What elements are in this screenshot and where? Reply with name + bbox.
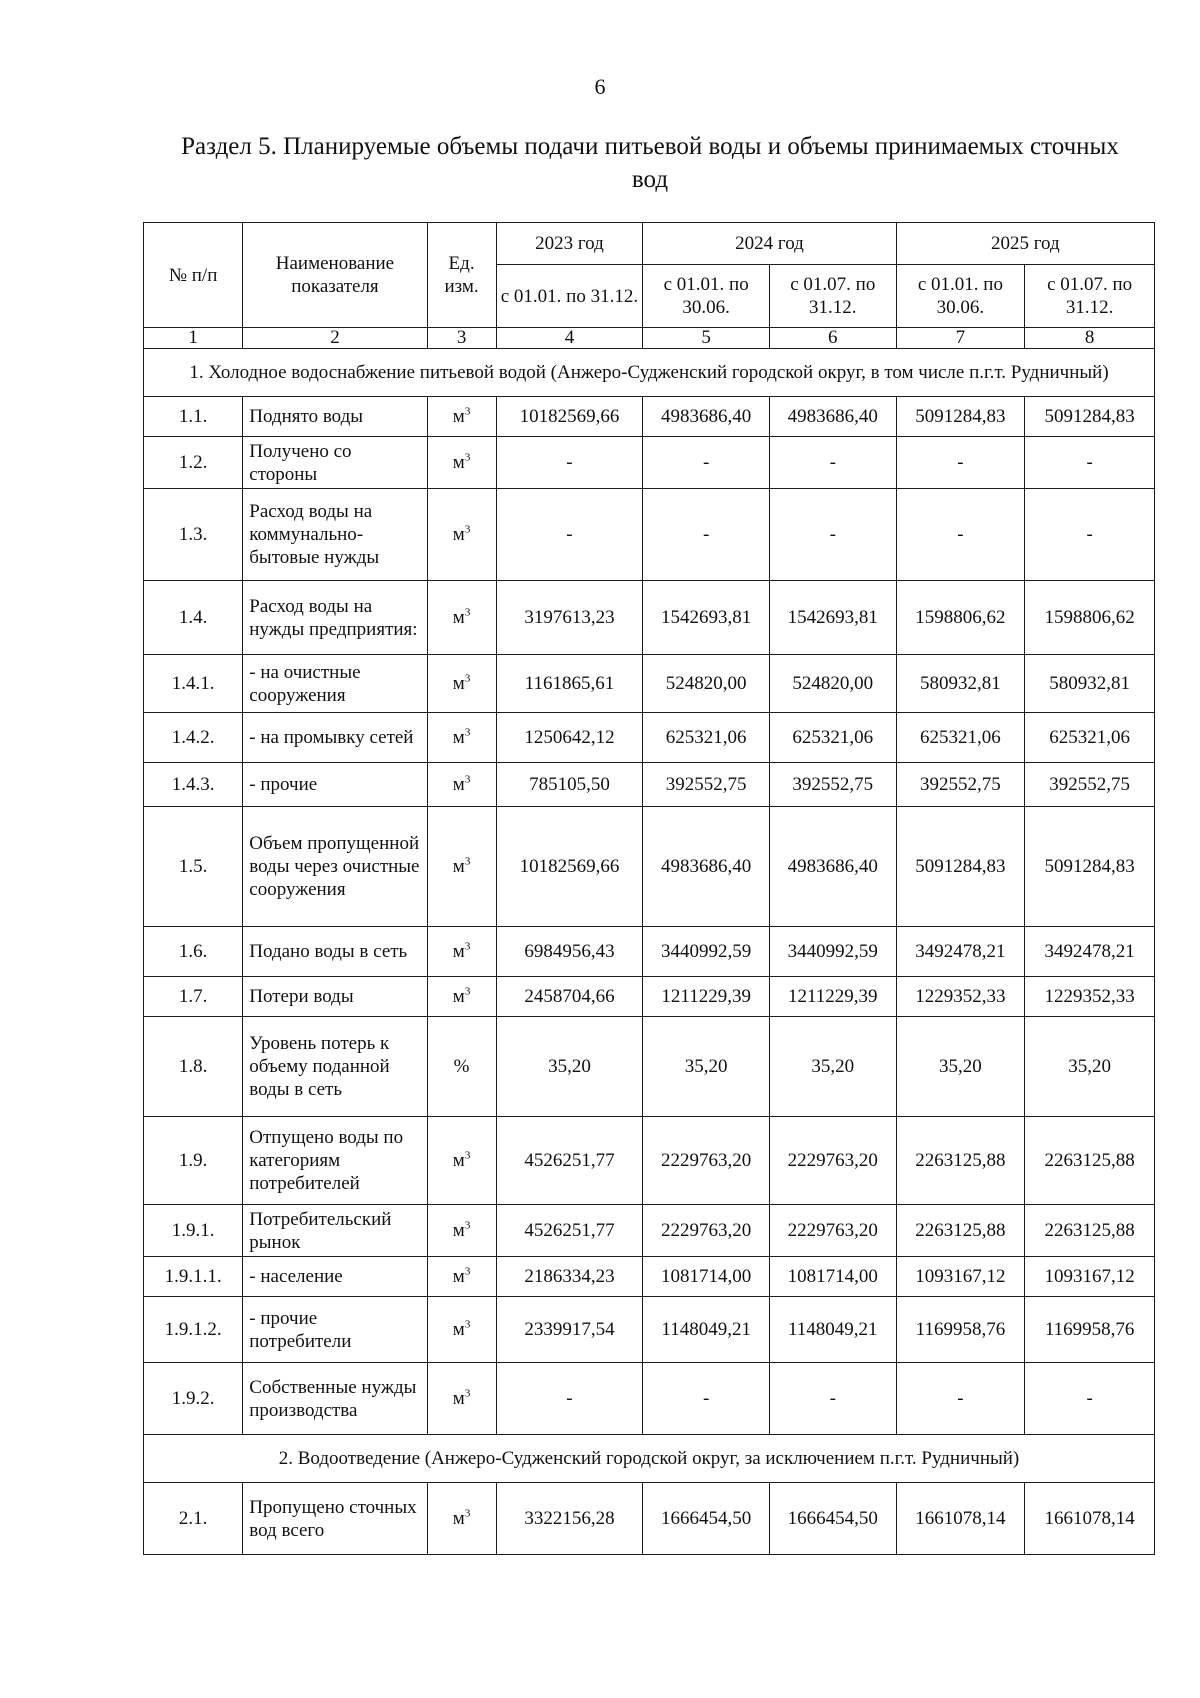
- value-cell: 4526251,77: [496, 1117, 643, 1205]
- unit-exponent: 3: [464, 451, 471, 464]
- value-cell: 4983686,40: [643, 807, 770, 927]
- value-cell: -: [896, 1363, 1025, 1435]
- unit-cell: $м^3$: [427, 1483, 496, 1555]
- unit-cell: $м^3$: [427, 927, 496, 977]
- section-title: Раздел 5. Планируемые объемы подачи питьевой воды и объемы принимаемых сточных вод: [181, 133, 1119, 193]
- value-cell: -: [643, 1363, 770, 1435]
- header-year-2025: 2025 год: [896, 223, 1154, 265]
- value-cell: -: [496, 1363, 643, 1435]
- unit-exponent: 3: [464, 940, 471, 953]
- indicator-name: Пропущено сточных вод всего: [243, 1483, 427, 1555]
- value-cell: 1229352,33: [896, 977, 1025, 1017]
- value-cell: 3197613,23: [496, 581, 643, 655]
- value-cell: 35,20: [643, 1017, 770, 1117]
- row-number: 1.6.: [144, 927, 243, 977]
- indicator-name: Расход воды на коммунально-бытовые нужды: [243, 489, 427, 581]
- header-year-2024: 2024 год: [643, 223, 896, 265]
- row-number: 1.9.2.: [144, 1363, 243, 1435]
- row-number: 1.4.2.: [144, 713, 243, 763]
- column-index: 5: [643, 328, 770, 349]
- value-cell: 3492478,21: [896, 927, 1025, 977]
- value-cell: 1598806,62: [896, 581, 1025, 655]
- unit-exponent: 3: [464, 405, 471, 418]
- value-cell: -: [896, 489, 1025, 581]
- value-cell: 392552,75: [896, 763, 1025, 807]
- value-cell: -: [769, 1363, 896, 1435]
- value-cell: 2229763,20: [769, 1205, 896, 1257]
- column-index: 3: [427, 328, 496, 349]
- page-number: 6: [594, 74, 606, 99]
- table-row: [144, 437, 1155, 489]
- column-index: 7: [896, 328, 1025, 349]
- indicator-name: Потери воды: [243, 977, 427, 1017]
- value-cell: 1161865,61: [496, 655, 643, 713]
- value-cell: 580932,81: [896, 655, 1025, 713]
- table-row: [144, 1483, 1155, 1555]
- unit-exponent: 3: [464, 1387, 471, 1400]
- value-cell: 35,20: [496, 1017, 643, 1117]
- row-number: 1.9.1.: [144, 1205, 243, 1257]
- header-name: Наименование показателя: [243, 223, 427, 328]
- table-row: [144, 713, 1155, 763]
- value-cell: -: [1025, 489, 1155, 581]
- value-cell: -: [496, 437, 643, 489]
- header-period-4: с 01.01. по 30.06.: [896, 265, 1025, 328]
- section-heading-water-supply: 1. Холодное водоснабжение питьевой водой (Анжеро-Судженский городской округ, в том числе п.г.т. Рудничный): [144, 349, 1155, 397]
- value-cell: 4983686,40: [643, 397, 770, 437]
- value-cell: 1598806,62: [1025, 581, 1155, 655]
- value-cell: 2263125,88: [896, 1205, 1025, 1257]
- value-cell: 392552,75: [643, 763, 770, 807]
- unit-exponent: 3: [464, 1149, 471, 1162]
- table-row: [144, 1017, 1155, 1117]
- unit-exponent: 3: [464, 1219, 471, 1232]
- indicator-name: Подано воды в сеть: [243, 927, 427, 977]
- row-number: 1.2.: [144, 437, 243, 489]
- value-cell: 4983686,40: [769, 397, 896, 437]
- indicator-name: Потребительский рынок: [243, 1205, 427, 1257]
- value-cell: 1661078,14: [1025, 1483, 1155, 1555]
- value-cell: 1250642,12: [496, 713, 643, 763]
- value-cell: 2186334,23: [496, 1257, 643, 1297]
- value-cell: 2339917,54: [496, 1297, 643, 1363]
- value-cell: 625321,06: [769, 713, 896, 763]
- row-number: 1.3.: [144, 489, 243, 581]
- row-number: 1.7.: [144, 977, 243, 1017]
- table-row: [144, 489, 1155, 581]
- value-cell: 1148049,21: [769, 1297, 896, 1363]
- indicator-name: Уровень потерь к объему поданной воды в сеть: [243, 1017, 427, 1117]
- column-index: 1: [144, 328, 243, 349]
- indicator-name: Поднято воды: [243, 397, 427, 437]
- value-cell: 2263125,88: [1025, 1117, 1155, 1205]
- value-cell: 35,20: [896, 1017, 1025, 1117]
- table-row: [144, 581, 1155, 655]
- row-number: 1.4.: [144, 581, 243, 655]
- table-row: [144, 1205, 1155, 1257]
- table-row: [144, 1257, 1155, 1297]
- column-index: 6: [769, 328, 896, 349]
- row-number: 1.8.: [144, 1017, 243, 1117]
- value-cell: 392552,75: [769, 763, 896, 807]
- header-num: № п/п: [144, 223, 243, 328]
- value-cell: 1211229,39: [643, 977, 770, 1017]
- water-volumes-table: [143, 222, 1155, 1555]
- value-cell: 10182569,66: [496, 397, 643, 437]
- value-cell: 1666454,50: [643, 1483, 770, 1555]
- row-number: 1.9.1.1.: [144, 1257, 243, 1297]
- table-row: [144, 397, 1155, 437]
- value-cell: 1211229,39: [769, 977, 896, 1017]
- table-row: [144, 807, 1155, 927]
- header-period-2: с 01.01. по 30.06.: [643, 265, 770, 328]
- unit-exponent: 3: [464, 1318, 471, 1331]
- unit-cell: $м^3$: [427, 397, 496, 437]
- value-cell: 524820,00: [643, 655, 770, 713]
- unit-exponent: 3: [464, 523, 471, 536]
- value-cell: 392552,75: [1025, 763, 1155, 807]
- indicator-name: Отпущено воды по категориям потребителей: [243, 1117, 427, 1205]
- unit-exponent: 3: [464, 1265, 471, 1278]
- unit-exponent: 3: [464, 855, 471, 868]
- value-cell: 1148049,21: [643, 1297, 770, 1363]
- unit-exponent: 3: [464, 672, 471, 685]
- table-row: [144, 977, 1155, 1017]
- unit-cell: $м^3$: [427, 977, 496, 1017]
- value-cell: 1542693,81: [643, 581, 770, 655]
- value-cell: 10182569,66: [496, 807, 643, 927]
- value-cell: -: [496, 489, 643, 581]
- indicator-name: - на очистные сооружения: [243, 655, 427, 713]
- indicator-name: Объем пропущенной воды через очистные сооружения: [243, 807, 427, 927]
- header-period-3: с 01.07. по 31.12.: [769, 265, 896, 328]
- value-cell: 1229352,33: [1025, 977, 1155, 1017]
- value-cell: 2229763,20: [643, 1205, 770, 1257]
- value-cell: 5091284,83: [896, 397, 1025, 437]
- value-cell: 3322156,28: [496, 1483, 643, 1555]
- value-cell: 1661078,14: [896, 1483, 1025, 1555]
- indicator-name: - население: [243, 1257, 427, 1297]
- value-cell: 2229763,20: [769, 1117, 896, 1205]
- indicator-name: Получено со стороны: [243, 437, 427, 489]
- value-cell: 625321,06: [643, 713, 770, 763]
- value-cell: -: [769, 437, 896, 489]
- unit-cell: $м^3$: [427, 1257, 496, 1297]
- section-heading-wastewater: 2. Водоотведение (Анжеро-Судженский городской округ, за исключением п.г.т. Рудничный): [144, 1435, 1155, 1483]
- unit-cell: $м^3$: [427, 1205, 496, 1257]
- table-row: [144, 1297, 1155, 1363]
- value-cell: 4526251,77: [496, 1205, 643, 1257]
- value-cell: 2263125,88: [1025, 1205, 1155, 1257]
- value-cell: 625321,06: [896, 713, 1025, 763]
- row-number: 2.1.: [144, 1483, 243, 1555]
- row-number: 1.4.1.: [144, 655, 243, 713]
- indicator-name: Расход воды на нужды предприятия:: [243, 581, 427, 655]
- value-cell: 35,20: [1025, 1017, 1155, 1117]
- value-cell: 35,20: [769, 1017, 896, 1117]
- value-cell: -: [643, 489, 770, 581]
- value-cell: 5091284,83: [1025, 807, 1155, 927]
- value-cell: 2229763,20: [643, 1117, 770, 1205]
- indicator-name: - прочие: [243, 763, 427, 807]
- unit-exponent: 3: [464, 606, 471, 619]
- unit-exponent: 3: [464, 726, 471, 739]
- unit-cell: %: [427, 1017, 496, 1117]
- unit-cell: $м^3$: [427, 713, 496, 763]
- indicator-name: Собственные нужды производства: [243, 1363, 427, 1435]
- value-cell: 1093167,12: [1025, 1257, 1155, 1297]
- unit-cell: $м^3$: [427, 437, 496, 489]
- table-row: [144, 763, 1155, 807]
- unit-cell: $м^3$: [427, 807, 496, 927]
- column-index: 2: [243, 328, 427, 349]
- header-unit: Ед. изм.: [427, 223, 496, 328]
- unit-cell: $м^3$: [427, 655, 496, 713]
- row-number: 1.9.: [144, 1117, 243, 1205]
- value-cell: 1666454,50: [769, 1483, 896, 1555]
- unit-cell: $м^3$: [427, 489, 496, 581]
- header-period-1: с 01.01. по 31.12.: [496, 265, 643, 328]
- table-row: [144, 1117, 1155, 1205]
- value-cell: 6984956,43: [496, 927, 643, 977]
- value-cell: 1169958,76: [1025, 1297, 1155, 1363]
- value-cell: 5091284,83: [896, 807, 1025, 927]
- value-cell: 1093167,12: [896, 1257, 1025, 1297]
- value-cell: -: [896, 437, 1025, 489]
- unit-cell: $м^3$: [427, 1363, 496, 1435]
- table-row: [144, 1363, 1155, 1435]
- column-index: 8: [1025, 328, 1155, 349]
- value-cell: 3440992,59: [769, 927, 896, 977]
- row-number: 1.4.3.: [144, 763, 243, 807]
- indicator-name: - на промывку сетей: [243, 713, 427, 763]
- unit-cell: $м^3$: [427, 1117, 496, 1205]
- value-cell: -: [643, 437, 770, 489]
- unit-cell: $м^3$: [427, 581, 496, 655]
- value-cell: 1542693,81: [769, 581, 896, 655]
- value-cell: 2458704,66: [496, 977, 643, 1017]
- value-cell: 3492478,21: [1025, 927, 1155, 977]
- value-cell: 1169958,76: [896, 1297, 1025, 1363]
- unit-exponent: 3: [464, 1507, 471, 1520]
- value-cell: 3440992,59: [643, 927, 770, 977]
- row-number: 1.5.: [144, 807, 243, 927]
- unit-exponent: 3: [464, 773, 471, 786]
- unit-cell: $м^3$: [427, 763, 496, 807]
- value-cell: 785105,50: [496, 763, 643, 807]
- header-year-2023: 2023 год: [496, 223, 643, 265]
- value-cell: 524820,00: [769, 655, 896, 713]
- value-cell: 5091284,83: [1025, 397, 1155, 437]
- value-cell: -: [1025, 437, 1155, 489]
- value-cell: 1081714,00: [643, 1257, 770, 1297]
- value-cell: 4983686,40: [769, 807, 896, 927]
- table-row: [144, 655, 1155, 713]
- row-number: 1.9.1.2.: [144, 1297, 243, 1363]
- header-period-5: с 01.07. по 31.12.: [1025, 265, 1155, 328]
- value-cell: -: [769, 489, 896, 581]
- value-cell: 580932,81: [1025, 655, 1155, 713]
- unit-exponent: 3: [464, 985, 471, 998]
- value-cell: 2263125,88: [896, 1117, 1025, 1205]
- value-cell: 625321,06: [1025, 713, 1155, 763]
- value-cell: -: [1025, 1363, 1155, 1435]
- column-index-row: [144, 328, 1155, 349]
- table-row: [144, 927, 1155, 977]
- value-cell: 1081714,00: [769, 1257, 896, 1297]
- row-number: 1.1.: [144, 397, 243, 437]
- unit-cell: $м^3$: [427, 1297, 496, 1363]
- indicator-name: - прочие потребители: [243, 1297, 427, 1363]
- column-index: 4: [496, 328, 643, 349]
